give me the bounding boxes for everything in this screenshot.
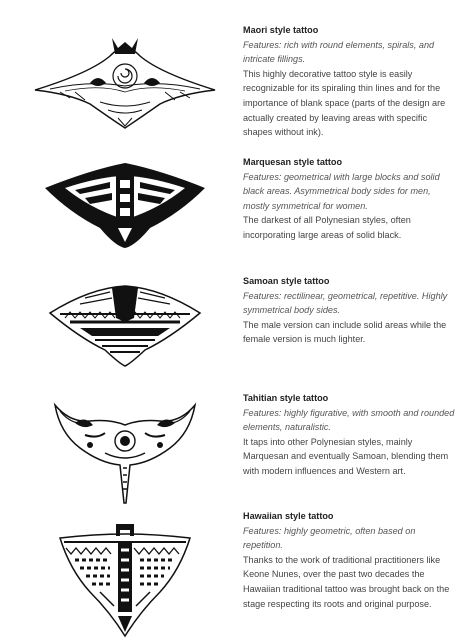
entry-title: Maori style tattoo [243,25,319,35]
entry-title: Samoan style tattoo [243,276,330,286]
entry-title: Tahitian style tattoo [243,393,329,403]
marquesan-manta-illustration [30,158,220,253]
entry-description: This highly decorative tattoo style is easily recognizable for its spiraling thin lines and for the importance of blank space (parts of the design are actually created by leaving areas with specific shapes without ink). [243,68,446,138]
entry-description: The darkest of all Polynesian styles, often incorporating large areas of solid black. [243,215,411,240]
entry-description: The male version can include solid areas while the female version is much lighter. [243,319,447,345]
entry-features: Features: highly geometric, often based on repetition. [243,525,416,551]
entry-features: Features: geometrical with large blocks and solid black areas. Asymmetrical body sides for men, mostly symmetrical for women. [243,171,440,211]
hawaiian-manta-illustration [30,520,220,638]
entry-title: Marquesan style tattoo [243,157,343,167]
entry-description: Thanks to the work of traditional practitioners like Keone Nunes, over the past two decades the Hawaiian traditional tattoo was brought back on the stage respecting its roots and original purpose. [243,554,450,609]
entry-features: Features: rectilinear, geometrical, repetitive. Highly symmetrical body sides. [243,290,448,316]
entry-features: Features: highly figurative, with smooth and rounded elements, naturalistic. [243,407,455,433]
tahitian-manta-illustration [30,393,220,505]
entry-description: It taps into other Polynesian styles, mainly Marquesan and eventually Samoan, blending them with modern influences and Western art. [243,436,449,476]
samoan-manta-illustration [30,278,220,370]
maori-manta-illustration [30,28,220,133]
entry-title: Hawaiian style tattoo [243,511,334,521]
entry-features: Features: rich with round elements, spirals, and intricate fillings. [243,39,435,65]
